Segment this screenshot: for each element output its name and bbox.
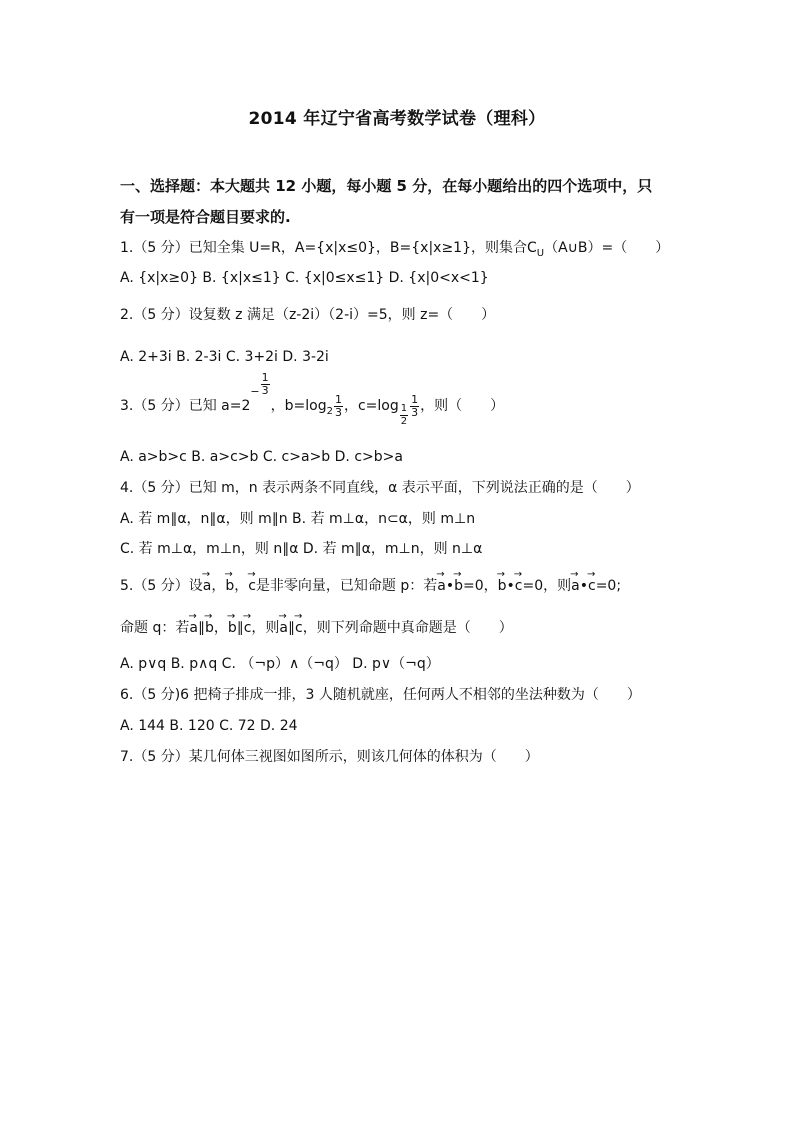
q1-stem-text: 1.（5 分）已知全集 U=R，A={x|x≤0}，B={x|x≥1}，则集合 (120, 240, 527, 256)
complement-subscript: U (536, 248, 545, 259)
vector-b: → b (225, 576, 234, 596)
q3-stem-end: ，则（ ） (420, 398, 505, 414)
question-5-line2 (120, 618, 513, 638)
parallel-symbol: ∥ (236, 620, 244, 636)
q5-sep-1: ， (211, 578, 226, 594)
q5-stem-text-2: 是非零向量，已知命题 p：若 (255, 578, 438, 594)
section-heading-line1: 一、选择题：本大题共 12 小题，每小题 5 分，在每小题给出的四个选项中，只 (120, 177, 653, 195)
q3-b-log-base: 2 (326, 406, 333, 417)
q5-stem-end: =0; (595, 578, 622, 594)
q3-c-denominator: 3 (411, 405, 419, 419)
vector-c: → c (244, 618, 252, 638)
q3-a-exponent (250, 372, 270, 412)
q3-exp-numerator: 1 (261, 371, 269, 384)
q5-line2-end: ，则下列命题中真命题是（ ） (302, 620, 513, 636)
question-6-options: A. 144 B. 120 C. 72 D. 24 (120, 718, 298, 734)
question-5-stem (120, 576, 621, 596)
question-1-stem (120, 238, 669, 260)
vector-b: → b (205, 618, 214, 638)
dot-symbol: • (579, 578, 588, 594)
q3-b-denominator: 3 (334, 405, 342, 419)
q3-b-text: ，b=log (270, 398, 327, 414)
q3-exp-sign: − (250, 385, 260, 398)
q5-sep-4: ， (251, 620, 266, 636)
q5-line2-text: 命题 q：若 (120, 620, 190, 636)
vector-a: → a (437, 576, 446, 596)
vector-a: → a (279, 618, 288, 638)
q5-stem-text-3: =0，则 (522, 578, 572, 594)
question-4-options-cd: C. 若 m⊥α，m⊥n，则 n∥α D. 若 m∥α，m⊥n，则 n⊥α (120, 541, 483, 557)
vector-a: → a (203, 576, 212, 596)
q3-stem-text: 3.（5 分）已知 a= (120, 398, 242, 414)
q3-exp-denominator: 3 (261, 384, 269, 397)
vector-c: → c (248, 576, 256, 596)
complement-symbol: C (527, 240, 537, 256)
question-7-stem: 7.（5 分）某几何体三视图如图所示，则该几何体的体积为（ ） (120, 749, 539, 765)
dot-symbol: • (506, 578, 515, 594)
question-2-options: A. 2+3i B. 2-3i C. 3+2i D. 3-2i (120, 349, 329, 365)
q5-sep-2: ， (234, 578, 249, 594)
question-1-options: A. {x|x≥0} B. {x|x≤1} C. {x|0≤x≤1} D. {x|0<x<1} (120, 270, 489, 286)
dot-symbol: • (445, 578, 455, 594)
vector-b: → b (498, 576, 507, 596)
question-5-options: A. p∨q B. p∧q C. （¬p）∧（¬q） D. p∨（¬q） (120, 656, 440, 672)
section-heading-line2: 有一项是符合题目要求的. (120, 208, 291, 226)
question-3-options: A. a>b>c B. a>c>b C. c>a>b D. c>b>a (120, 449, 403, 465)
q5-eq0: =0， (463, 578, 498, 594)
parallel-symbol: ∥ (288, 620, 296, 636)
q3-c-fraction (410, 394, 419, 419)
vector-c: → c (295, 618, 303, 638)
vector-a: → a (189, 618, 198, 638)
q5-stem-text: 5.（5 分）设 (120, 578, 203, 594)
vector-b: → b (454, 576, 463, 596)
q3-a-base: 2 (241, 398, 251, 414)
question-2-stem: 2.（5 分）设复数 z 满足（z-2i）（2-i）=5，则 z=（ ） (120, 307, 496, 323)
question-4-stem: 4.（5 分）已知 m，n 表示两条不同直线，α 表示平面，下列说法正确的是（ ） (120, 480, 640, 496)
question-4-options-ab: A. 若 m∥α，n∥α，则 m∥n B. 若 m⊥α，n⊂α，则 m⊥n (120, 511, 476, 527)
page-title: 2014 年辽宁省高考数学试卷（理科） (248, 109, 546, 129)
vector-a: → a (571, 576, 580, 596)
q3-c-log-base (400, 403, 408, 428)
q3-b-numerator: 1 (334, 392, 342, 406)
q3-c-text: ，c=log (343, 398, 399, 414)
q1-stem-text-2: （A∪B）=（ ） (544, 240, 670, 256)
q3-c-base-numerator: 1 (400, 403, 408, 414)
parallel-symbol: ∥ (197, 620, 205, 636)
q3-c-base-denominator: 2 (400, 416, 408, 427)
q3-b-fraction (334, 394, 343, 419)
vector-c: → c (515, 576, 523, 596)
q5-sep-3: ， (213, 620, 228, 636)
q3-c-numerator: 1 (411, 392, 419, 406)
vector-b: → b (228, 618, 237, 638)
question-6-stem: 6.（5 分)6 把椅子排成一排，3 人随机就座，任何两人不相邻的坐法种数为（ ） (120, 687, 641, 703)
q5-then: 则 (265, 620, 280, 636)
vector-c: → c (588, 576, 596, 596)
question-3-stem (120, 371, 505, 428)
